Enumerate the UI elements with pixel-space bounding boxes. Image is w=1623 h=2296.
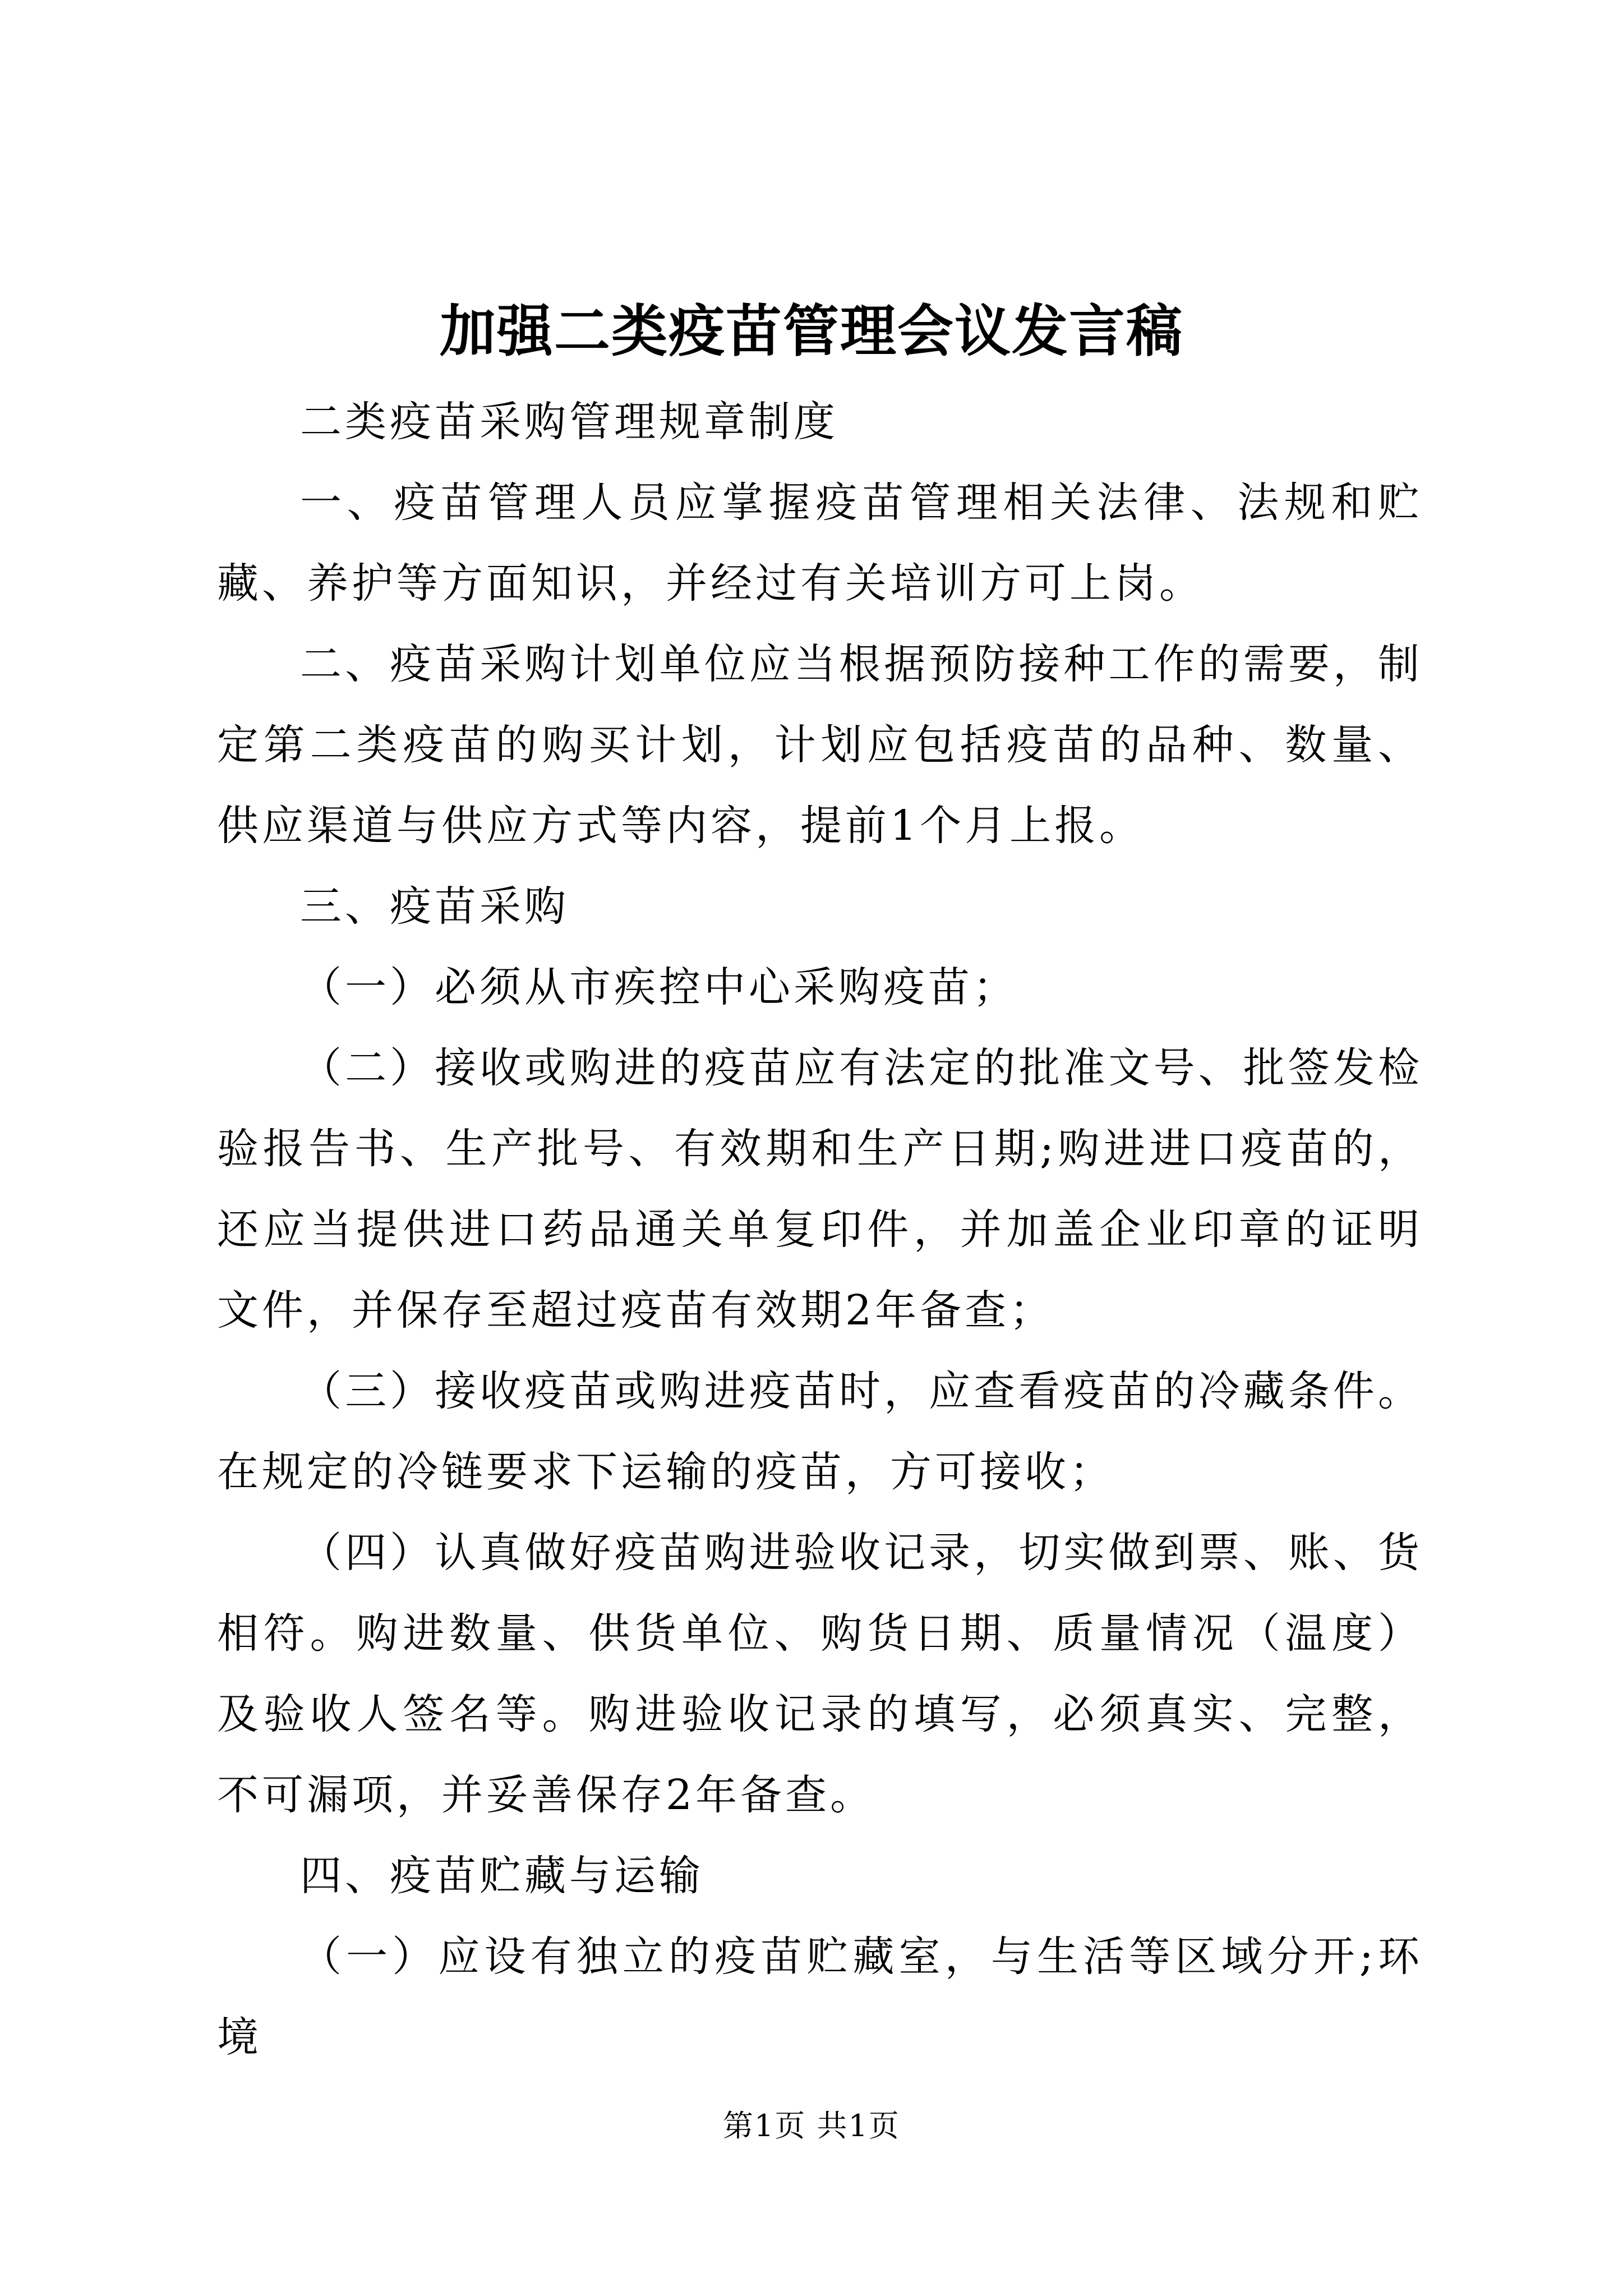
paragraph-3: 三、疫苗采购	[300, 882, 569, 931]
page-number-footer: 第1页 共1页	[723, 2108, 900, 2143]
paragraph-3-2: （二）接收或购进的疫苗应有法定的批准文号、批签发检验报告书、生产批号、有效期和生产日期;购进进口疫苗的，还应当提供进口药品通关单复印件，并加盖企业印章的证明文件，并保存至超过疫苗有效期2年备查；	[217, 1044, 1423, 1335]
document-body	[217, 381, 1423, 2078]
document-title: 加强二类疫苗管理会议发言稿	[440, 298, 1183, 364]
paragraph-3-4: （四）认真做好疫苗购进验收记录，切实做到票、账、货相符。购进数量、供货单位、购货日期、质量情况（温度）及验收人签名等。购进验收记录的填写，必须真实、完整，不可漏项，并妥善保存2年备查。	[217, 1529, 1423, 1819]
paragraph-3-3: （三）接收疫苗或购进疫苗时，应查看疫苗的冷藏条件。在规定的冷链要求下运输的疫苗，方可接收；	[217, 1367, 1423, 1496]
paragraph-3-1: （一）必须从市疾控中心采购疫苗；	[300, 963, 1018, 1011]
paragraph-4-1: （一）应设有独立的疫苗贮藏室，与生活等区域分开;环境	[217, 1932, 1423, 2062]
paragraph-1: 一、疫苗管理人员应掌握疫苗管理相关法律、法规和贮藏、养护等方面知识，并经过有关培训方可上岗。	[217, 478, 1423, 608]
paragraph-4: 四、疫苗贮藏与运输	[300, 1852, 704, 1900]
section-heading: 二类疫苗采购管理规章制度	[300, 398, 838, 446]
paragraph-2: 二、疫苗采购计划单位应当根据预防接种工作的需要，制定第二类疫苗的购买计划，计划应包括疫苗的品种、数量、供应渠道与供应方式等内容，提前1个月上报。	[217, 640, 1423, 850]
